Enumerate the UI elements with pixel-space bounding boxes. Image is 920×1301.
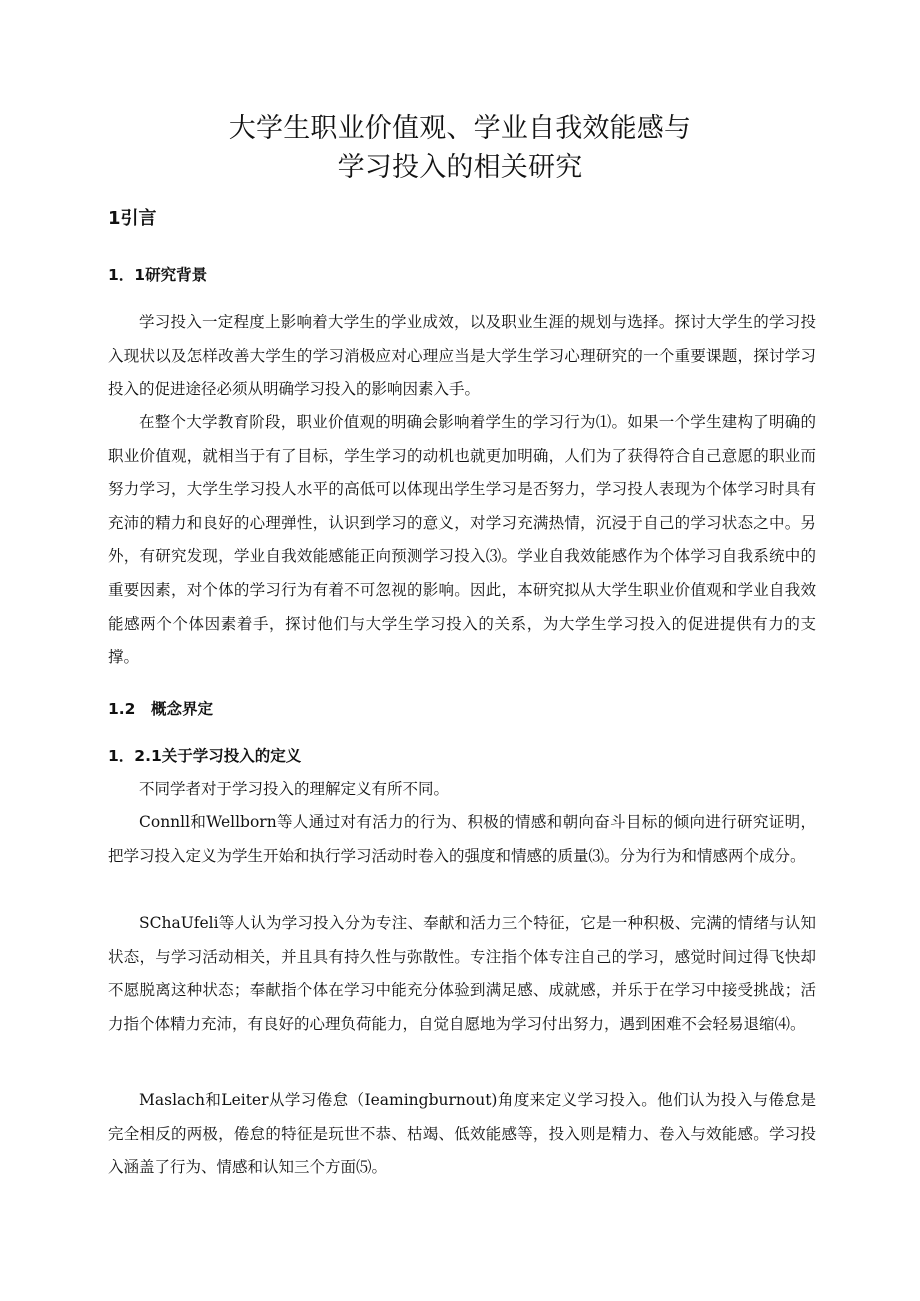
paragraph-schaufeli: SChaUfeli等人认为学习投入分为专注、奉献和活力三个特征，它是一种积极、完满的情绪与认知状态，与学习活动相关，并且具有持久性与弥散性。专注指个体专注自己的学习，感觉时间过得飞快却不愿脱离这种状态；奉献指个体在学习中能充分体验到满足感、成就感，并乐于在学习中接受挑战；活力指个体精力充沛，有良好的心理负荷能力，自觉自愿地为学习付出努力，遇到困难不会轻易退缩⑷。: [108, 914, 816, 1033]
document-title-line-1: 大学生职业价值观、学业自我效能感与: [228, 113, 692, 144]
subsection-heading-concept-definition: 1.2 概念界定: [108, 700, 213, 718]
paragraph-background-2: 在整个大学教育阶段，职业价值观的明确会影响着学生的学习行为⑴。如果一个学生建构了明确的职业价值观，就相当于有了目标，学生学习的动机也就更加明确，人们为了获得符合自己意愿的职业而努力学习，大学生学习投人水平的高低可以体现出学生学习是否努力，学习投人表现为个体学习时具有充沛的精力和良好的心理弹性，认识到学习的意义，对学习充满热情，沉浸于自己的学习状态之中。另外，有研究发现，学业自我效能感能正向预测学习投入⑶。学业自我效能感作为个体学习自我系统中的重要因素，对个体的学习行为有着不可忽视的影响。因此，本研究拟从大学生职业价值观和学业自我效能感两个个体因素着手，探讨他们与大学生学习投入的关系，为大学生学习投入的促进提供有力的支撑。: [108, 413, 816, 667]
paragraph-maslach-leiter: Maslach和Leiter从学习倦怠（Ieamingburnout)角度来定义学习投入。他们认为投入与倦怠是完全相反的两极，倦怠的特征是玩世不恭、枯竭、低效能感等，投入则是精力、卷入与效能感。学习投入涵盖了行为、情感和认知三个方面⑸。: [108, 1091, 816, 1177]
paragraph-connell-wellborn: Connll和Wellborn等人通过对有活力的行为、积极的情感和朝向奋斗目标的倾向进行研究证明，把学习投入定义为学生开始和执行学习活动时卷入的强度和情感的质量⑶。分为行为和情感两个成分。: [108, 813, 816, 865]
subsection-heading-research-background: 1．1研究背景: [108, 266, 208, 284]
document-title-line-2: 学习投入的相关研究: [337, 152, 583, 183]
section-heading-introduction: 1引言: [108, 208, 157, 229]
subsubsection-heading-engagement-definition: 1．2.1关于学习投入的定义: [108, 747, 302, 765]
paragraph-background-1: 学习投入一定程度上影响着大学生的学业成效，以及职业生涯的规划与选择。探讨大学生的学习投入现状以及怎样改善大学生的学习消极应对心理应当是大学生学习心理研究的一个重要课题，探讨学习投入的促进途径必须从明确学习投入的影响因素入手。: [108, 313, 816, 399]
paragraph-definition-intro: 不同学者对于学习投入的理解定义有所不同。: [139, 780, 450, 798]
